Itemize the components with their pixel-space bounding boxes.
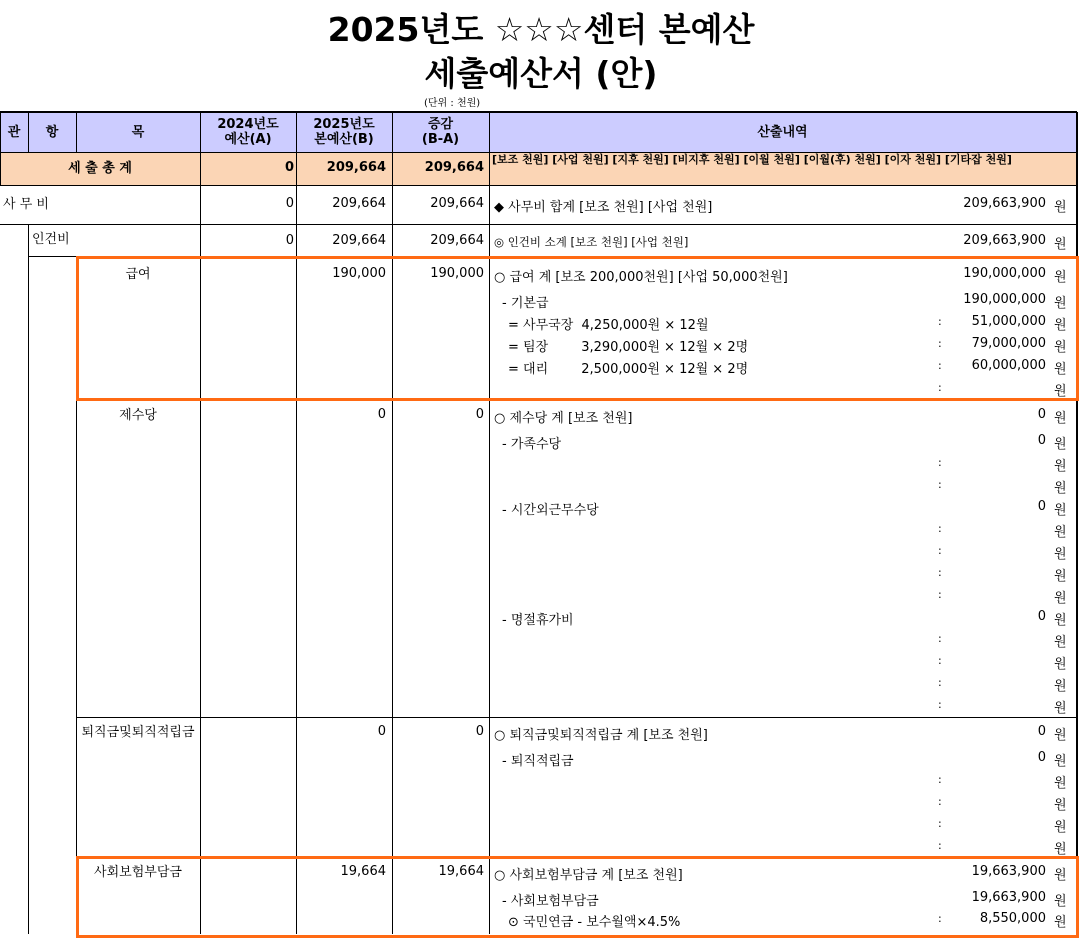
won-unit: 원	[1054, 362, 1067, 377]
col-border-right	[1076, 112, 1078, 934]
won-unit: 원	[1054, 798, 1067, 813]
header-diff: 증감 (B-A)	[421, 117, 460, 147]
total-prev: 0	[284, 160, 294, 175]
row-gupyeo-label: 급여	[125, 267, 151, 282]
row-gupyeo-sub-desc: - 기본급	[502, 296, 549, 311]
won-unit: 원	[1054, 525, 1067, 540]
won-unit: 원	[1054, 820, 1067, 835]
row-gupyeo-sub-amount: 190,000,000	[963, 292, 1046, 307]
row-gupyeo-desc: ○ 급여 계 [보조 200,000천원] [사업 50,000천원]	[494, 270, 788, 285]
col-border-gwan-body	[28, 224, 29, 934]
total-bottom-border	[0, 185, 1077, 186]
won-unit: 원	[1054, 613, 1067, 628]
row-sahoe-diff: 19,664	[438, 864, 484, 879]
won-unit: 원	[1054, 270, 1067, 285]
row-toejik-amount: 0	[1037, 724, 1046, 739]
header-gwan: 관	[7, 124, 21, 140]
won-unit: 원	[1054, 459, 1067, 474]
colon-mark: :	[938, 544, 942, 557]
won-unit: 원	[1054, 237, 1067, 252]
row-sahoe-amount: 19,663,900	[971, 864, 1046, 879]
row-gupyeo-line-amount: 51,000,000	[971, 314, 1046, 329]
row-ingun-label: 인건비	[32, 232, 70, 247]
colon-mark: :	[938, 773, 942, 786]
document-title-line2: 세출예산서 (안)	[424, 54, 658, 93]
row-samu-label: 사 무 비	[3, 197, 49, 212]
won-unit: 원	[1054, 894, 1067, 909]
row-jesudang-amount: 0	[1037, 407, 1046, 422]
row-gupyeo-cur: 190,000	[332, 266, 386, 281]
colon-mark: :	[938, 315, 942, 328]
row-samu-desc: ◆ 사무비 합계 [보조 천원] [사업 천원]	[494, 200, 713, 215]
header-mok: 목	[131, 124, 145, 140]
won-unit: 원	[1054, 481, 1067, 496]
row-border-jesudang	[76, 717, 1077, 718]
won-unit: 원	[1054, 296, 1067, 311]
row-toejik-sub-desc: - 퇴직적립금	[502, 754, 574, 769]
header-cur-budget: 2025년도 본예산(B)	[313, 117, 375, 147]
col-border-diff	[489, 112, 490, 934]
row-ingun-amount: 209,663,900	[963, 233, 1046, 248]
row-jesudang-cur: 0	[377, 407, 386, 422]
colon-mark: :	[938, 839, 942, 852]
total-cur: 209,664	[326, 160, 386, 175]
won-unit: 원	[1054, 547, 1067, 562]
row-border-samu	[0, 224, 1077, 225]
row-jesudang-sub-desc: - 시간외근무수당	[502, 503, 599, 518]
col-border-left	[0, 112, 1, 185]
won-unit: 원	[1054, 701, 1067, 716]
document-title-line1: 2025년도 ☆☆☆센터 본예산	[327, 10, 755, 49]
row-samu-amount: 209,663,900	[963, 196, 1046, 211]
highlight-box-gupyeo	[76, 256, 1079, 401]
colon-mark: :	[938, 522, 942, 535]
row-jesudang-sub-amount: 0	[1037, 433, 1046, 448]
highlight-box-sahoe	[76, 856, 1079, 938]
row-toejik-desc: ○ 퇴직금및퇴직적립금 계 [보조 천원]	[494, 728, 708, 743]
row-toejik-sub-amount: 0	[1037, 750, 1046, 765]
row-samu-diff: 209,664	[430, 196, 484, 211]
row-gupyeo-line-amount: 79,000,000	[971, 336, 1046, 351]
row-gupyeo-line: = 팀장 3,290,000원 × 12월 × 2명	[508, 340, 749, 355]
row-sahoe-label: 사회보험부담금	[94, 865, 182, 880]
won-unit: 원	[1054, 842, 1067, 857]
row-sahoe-sub-amount: 19,663,900	[971, 890, 1046, 905]
col-border-gwan	[28, 112, 29, 153]
colon-mark: :	[938, 566, 942, 579]
row-sahoe-line-desc: ⊙ 국민연금 - 보수월액×4.5%	[508, 915, 681, 930]
won-unit: 원	[1054, 437, 1067, 452]
won-unit: 원	[1054, 318, 1067, 333]
won-unit: 원	[1054, 657, 1067, 672]
header-bottom-border	[0, 152, 1077, 153]
won-unit: 원	[1054, 503, 1067, 518]
colon-mark: :	[938, 817, 942, 830]
table-top-border	[0, 111, 1077, 113]
row-gupyeo-line-amount: 60,000,000	[971, 358, 1046, 373]
row-ingun-cur: 209,664	[332, 233, 386, 248]
won-unit: 원	[1054, 384, 1067, 399]
colon-mark: :	[938, 698, 942, 711]
colon-mark: :	[938, 676, 942, 689]
colon-mark: :	[938, 478, 942, 491]
row-jesudang-sub-desc: - 명절휴가비	[502, 613, 574, 628]
row-samu-cur: 209,664	[332, 196, 386, 211]
row-jesudang-diff: 0	[475, 407, 484, 422]
row-gupyeo-line: = 사무국장 4,250,000원 × 12월	[508, 318, 709, 333]
won-unit: 원	[1054, 679, 1067, 694]
header-hang: 항	[45, 124, 59, 140]
won-unit: 원	[1054, 340, 1067, 355]
row-gupyeo-line: = 대리 2,500,000원 × 12월 × 2명	[508, 362, 749, 377]
colon-mark: :	[938, 359, 942, 372]
won-unit: 원	[1054, 868, 1067, 883]
row-ingun-diff: 209,664	[430, 233, 484, 248]
won-unit: 원	[1054, 635, 1067, 650]
colon-mark: :	[938, 456, 942, 469]
row-jesudang-label: 제수당	[119, 408, 157, 423]
won-unit: 원	[1054, 200, 1067, 215]
row-ingun-desc: ◎ 인건비 소계 [보조 천원] [사업 천원]	[494, 235, 689, 249]
row-jesudang-sub-amount: 0	[1037, 499, 1046, 514]
row-jesudang-sub-amount: 0	[1037, 609, 1046, 624]
colon-mark: :	[938, 912, 942, 925]
total-detail: [보조 천원] [사업 천원] [지후 천원] [비지후 천원] [이월 천원] [이월(후) 천원] [이자 천원] [기타잡 천원]	[492, 153, 1012, 166]
colon-mark: :	[938, 337, 942, 350]
row-sahoe-sub-desc: - 사회보험부담금	[502, 894, 599, 909]
header-prev-budget: 2024년도 예산(A)	[217, 117, 279, 147]
unit-label: (단위 : 천원)	[424, 98, 481, 109]
row-sahoe-cur: 19,664	[340, 864, 386, 879]
colon-mark: :	[938, 632, 942, 645]
row-sahoe-desc: ○ 사회보험부담금 계 [보조 천원]	[494, 868, 683, 883]
row-toejik-cur: 0	[377, 724, 386, 739]
won-unit: 원	[1054, 754, 1067, 769]
won-unit: 원	[1054, 411, 1067, 426]
won-unit: 원	[1054, 776, 1067, 791]
header-detail: 산출내역	[757, 124, 808, 140]
colon-mark: :	[938, 588, 942, 601]
row-jesudang-desc: ○ 제수당 계 [보조 천원]	[494, 411, 633, 426]
col-border-hang	[76, 112, 77, 153]
won-unit: 원	[1054, 569, 1067, 584]
total-label: 세 출 총 계	[68, 161, 132, 176]
won-unit: 원	[1054, 728, 1067, 743]
won-unit: 원	[1054, 591, 1067, 606]
row-ingun-prev: 0	[285, 233, 294, 248]
colon-mark: :	[938, 654, 942, 667]
won-unit: 원	[1054, 915, 1067, 930]
row-toejik-label: 퇴직금및퇴직적립금	[81, 725, 195, 740]
row-sahoe-line-amount: 8,550,000	[979, 911, 1046, 926]
colon-mark: :	[938, 795, 942, 808]
row-samu-prev: 0	[285, 196, 294, 211]
total-diff: 209,664	[424, 160, 484, 175]
row-gupyeo-diff: 190,000	[430, 266, 484, 281]
row-gupyeo-amount: 190,000,000	[963, 266, 1046, 281]
row-toejik-diff: 0	[475, 724, 484, 739]
colon-mark: :	[938, 381, 942, 394]
row-jesudang-sub-desc: - 가족수당	[502, 437, 562, 452]
